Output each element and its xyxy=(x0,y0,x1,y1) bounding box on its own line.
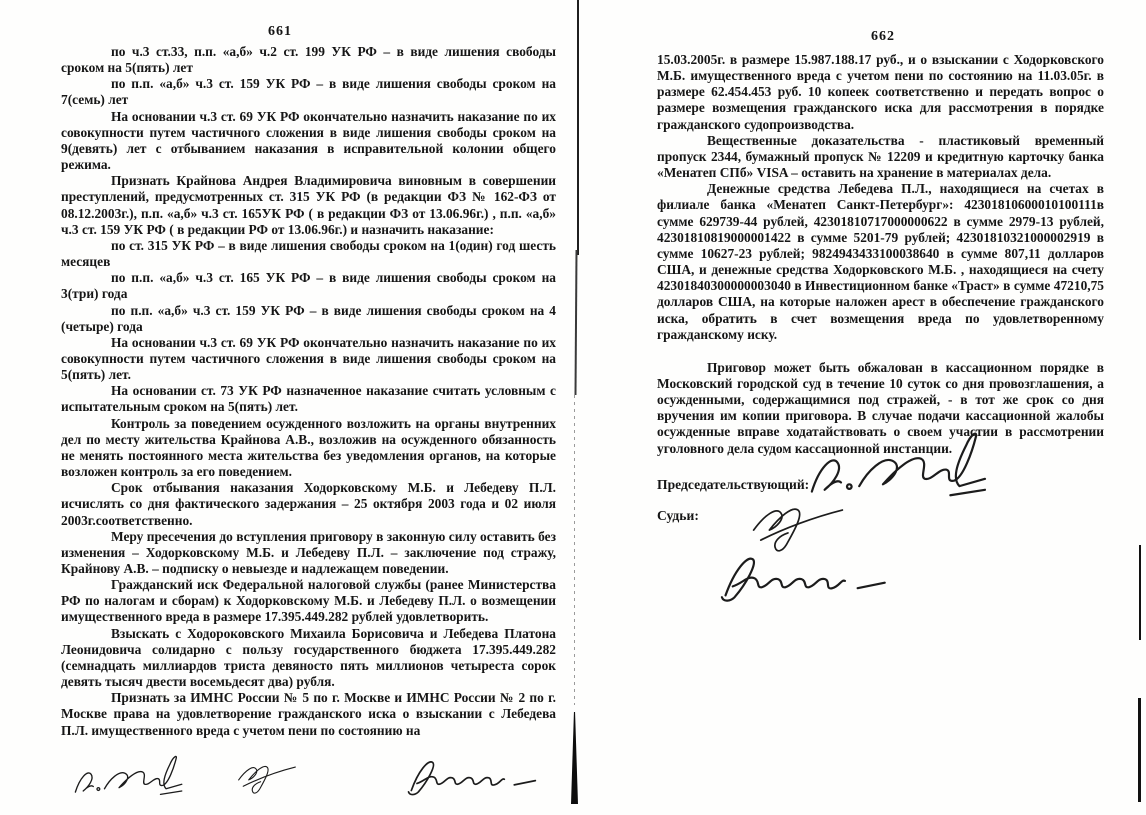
judges-label: Судьи: xyxy=(657,508,699,523)
page-seam-line-faint xyxy=(574,395,575,705)
paragraph: по ст. 315 УК РФ – в виде лишения свободы сроком на 1(один) год шесть месяцев xyxy=(61,237,556,270)
paragraph: На основании ч.3 ст. 69 УК РФ окончательно назначить наказание по их совокупности путем частичного сложения в виде лишения свободы сроком на 5(пять) лет. xyxy=(61,334,556,383)
paragraph: 15.03.2005г. в размере 15.987.188.17 руб., и о взыскании с Ходорковского М.Б. имущественного вреда с учетом пени по состоянию на 11.03.05г. в размере 62.454.453 руб. 10 копеек соответственно и передать вопрос о размере возмещения гражданского иска для рассмотрения в порядке гражданского судопроизводства. xyxy=(657,52,1104,132)
signature-left-presiding xyxy=(72,750,184,804)
paragraph: по п.п. «а,б» ч.3 ст. 159 УК РФ – в виде лишения свободы сроком на 4 (четыре) года xyxy=(61,302,556,334)
page-number-left: 661 xyxy=(268,24,292,39)
paragraph: Приговор может быть обжалован в кассационном порядке в Московский городской суд в течение 10 суток со дня провозглашения, а осужденными, содержащимися под стражей, - в тот же срок со дня вручения им копии приговора. В случае подачи кассационной жалобы осужденные вправе ходатайствовать о своем участии в рассмотрении уголовного дела судом кассационной инстанции. xyxy=(657,359,1104,456)
paragraph: по ч.3 ст.33, п.п. «а,б» ч.2 ст. 199 УК РФ – в виде лишения свободы сроком на 5(пять) лет xyxy=(61,44,556,76)
paragraph: Вещественные доказательства - пластиковый временный пропуск 2344, бумажный пропуск № 12209 и кредитную карточку банка «Менатеп СПб» VISA – оставить на хранение в материалах дела. xyxy=(657,132,1104,181)
signature-judge-2 xyxy=(702,548,892,603)
signature-left-judge-2 xyxy=(393,752,541,798)
paragraph: На основании ст. 73 УК РФ назначенное наказание считать условным с испытательным сроком на 5(пять) лет. xyxy=(61,383,556,415)
paragraph: Гражданский иск Федеральной налоговой службы (ранее Министерства РФ по налогам и сборам) к Ходорковскому М.Б. и Лебедеву П.Л. о возмещении имущественного вреда в размере 17.395.449.282 рублей удовлетворить. xyxy=(61,577,556,625)
signature-left-judge-1 xyxy=(235,746,299,806)
paragraph: Меру пресечения до вступления приговору в законную силу оставить без изменения – Ходорковскому М.Б. и Лебедеву П.Л. – заключение под стражу, Крайнову А.В. – подписку о невыезде и надлежащем поведении. xyxy=(61,528,556,576)
scan-artifact-right-edge-2 xyxy=(1138,698,1141,802)
presiding-judge-label: Председательствующий: xyxy=(657,477,810,492)
paragraph: Взыскать с Ходороковского Михаила Борисовича и Лебедева Платона Леонидовича солидарно с пользу государственного бюджета 17.395.449.282 (семнадцать миллиардов триста девяносто пять миллионов четыреста сорок девять тысяч двести восемьдесят два) рубля. xyxy=(61,625,556,690)
paragraph: Денежные средства Лебедева П.Л., находящиеся на счетах в филиале банка «Менатеп Санкт-Петербург»: 42301810600010100111в сумме 629739-44 рублей, 42301810717000000622 в сумме 2979-13 рублей, 42301810819000001422 в сумме 5201-79 рублей; 42301810321000002919 в сумме 10627-23 рублей; 9824943433100038640 в сумме 807,11 долларов США, и денежные средства Ходорковского М.Б. , находящиеся на счету 42301840300000003040 в Инвестиционном банке «Траст» в сумме 47210,75 долларов США, на которые наложен арест в обеспечение гражданского иска, обратить в счет возмещения вреда по удовлетворенному гражданскому иску. xyxy=(657,181,1104,342)
page-number-right: 662 xyxy=(871,29,895,44)
paragraph: по п.п. «а,б» ч.3 ст. 159 УК РФ – в виде лишения свободы сроком на 7(семь) лет xyxy=(61,76,556,108)
page-seam-line-middle xyxy=(574,250,577,395)
scan-artifact-right-edge-1 xyxy=(1139,545,1141,640)
page-seam-line-top xyxy=(577,0,579,255)
paragraph: Срок отбывания наказания Ходорковскому М.Б. и Лебедеву П.Л. исчислять со дня фактического задержания – 25 октября 2003 года и 02 июля 2003г.соответственно. xyxy=(61,480,556,528)
paragraph: Контроль за поведением осужденного возложить на органы внутренних дел по месту жительства Крайнова А.В., возложив на осужденного обязанность не менять постоянного места жительства без уведомления органов, на которые возложен контроль за его поведением. xyxy=(61,415,556,480)
paragraph: Признать за ИМНС России № 5 по г. Москве и ИМНС России № 2 по г. Москве права на удовлетворение гражданского иска о взыскании с Лебедева П.Л. имущественного вреда с учетом пени по состоянию на xyxy=(61,690,556,738)
paragraph: Признать Крайнова Андрея Владимировича виновным в совершении преступлений, предусмотренных ст. 315 УК РФ (в редакции ФЗ № 162-ФЗ от 08.12.2003г.), п.п. «а,б» ч.3 ст. 165УК РФ ( в редакции ФЗ от 13.06.96г.) , п.п. «а,б» ч.3 ст. 159 УК РФ ( в редакции РФ от 13.06.96г.) и назначить наказание: xyxy=(61,173,556,237)
paragraph: по п.п. «а,б» ч.3 ст. 165 УК РФ – в виде лишения свободы сроком на 3(три) года xyxy=(61,270,556,302)
paragraph: На основании ч.3 ст. 69 УК РФ окончательно назначить наказание по их совокупности путем частичного сложения в виде лишения свободы сроком на 9(девять) лет с отбыванием наказания в исправительной колонии общего режима. xyxy=(61,108,556,173)
page-661-text xyxy=(61,44,556,739)
page-662-text xyxy=(657,52,1104,457)
page-seam-line-bottom xyxy=(571,712,578,804)
